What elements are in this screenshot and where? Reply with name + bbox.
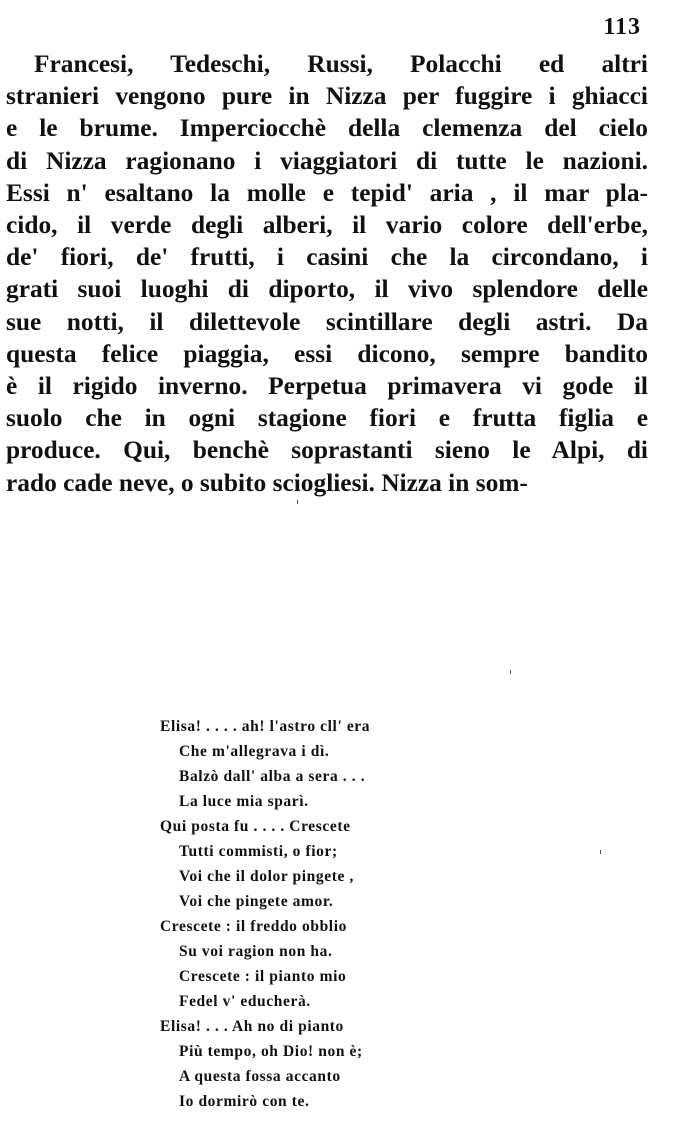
prose-line: Essi n' esaltano la molle e tepid' aria , il mar pla-	[6, 178, 648, 207]
prose-line: de' fiori, de' frutti, i casini che la circondano, i	[6, 243, 648, 272]
prose-line: suolo che in ogni stagione fiori e frutta figlia e	[6, 404, 648, 433]
page-number: 113	[603, 14, 641, 40]
poem-verse: Elisa! . . . . ah! l'astro cll' era	[160, 718, 371, 735]
prose-line: Francesi, Tedeschi, Russi, Polacchi ed altri	[34, 50, 648, 78]
prose-line: rado cade neve, o subito sciogliesi. Nizza in som-	[6, 468, 528, 497]
poem-verse: Voi che il dolor pingete ,	[179, 868, 354, 885]
poem-verse: Balzò dall' alba a sera . . .	[179, 768, 366, 785]
prose-line: cido, il verde degli alberi, il vario colore dell'erbe,	[6, 211, 648, 240]
prose-line: di Nizza ragionano i viaggiatori di tutte le nazioni.	[6, 146, 648, 175]
poem-verse: Elisa! . . . Ah no di pianto	[160, 1018, 344, 1035]
prose-line: produce. Qui, benchè soprastanti sieno le Alpi, di	[6, 436, 648, 465]
prose-paragraph	[6, 48, 648, 499]
prose-line: sue notti, il dilettevole scintillare degli astri. Da	[6, 307, 648, 336]
poem-verse: Io dormirò con te.	[179, 1093, 310, 1110]
poem-verse: Qui posta fu . . . . Crescete	[160, 818, 351, 835]
poem-verse: A questa fossa accanto	[179, 1068, 341, 1085]
prose-line: grati suoi luoghi di diporto, il vivo splendore delle	[6, 275, 648, 304]
poem-verse: Crescete : il freddo obblio	[160, 918, 347, 935]
prose-line: e le brume. Imperciocchè della clemenza del cielo	[6, 114, 648, 143]
poem-verse: Crescete : il pianto mio	[179, 968, 347, 985]
poem-verse: Più tempo, oh Dio! non è;	[179, 1043, 363, 1060]
prose-line: questa felice piaggia, essi dicono, sempre bandito	[6, 339, 648, 368]
poem-verse: Che m'allegrava i dì.	[179, 743, 330, 760]
poem-verse: Su voi ragion non ha.	[179, 943, 333, 960]
poem-verse: La luce mia sparì.	[179, 793, 309, 810]
prose-line: è il rigido inverno. Perpetua primavera vi gode il	[6, 372, 648, 401]
poem	[160, 714, 370, 1114]
scan-speck	[600, 850, 601, 854]
scan-speck	[510, 670, 511, 674]
prose-line: stranieri vengono pure in Nizza per fuggire i ghiacci	[6, 82, 648, 111]
scan-speck	[297, 500, 298, 504]
poem-verse: Tutti commisti, o fior;	[179, 843, 338, 860]
poem-verse: Fedel v' educherà.	[179, 993, 311, 1010]
poem-verse: Voi che pingete amor.	[179, 893, 334, 910]
